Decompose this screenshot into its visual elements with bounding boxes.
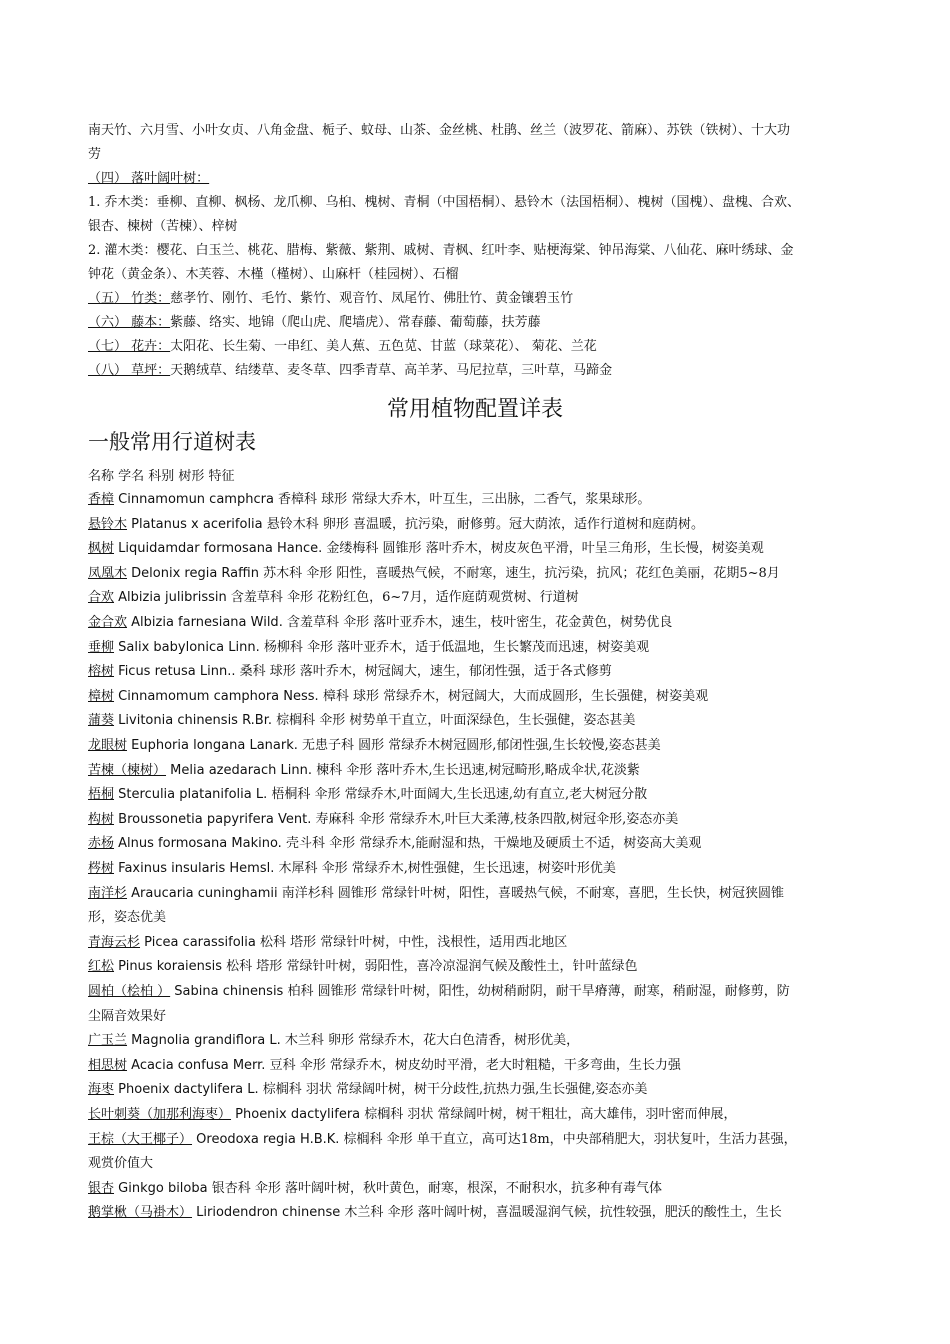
- table-row: [88, 860, 868, 878]
- tree-description: 木犀科 伞形 常绿乔木,树性强健，生长迅速，树姿叶形优美: [274, 861, 616, 876]
- tree-name: 青海云杉: [88, 934, 141, 950]
- tree-name: 香樟: [88, 492, 115, 507]
- table-header: 名称 学名 科别 树形 特征: [88, 469, 235, 484]
- table-row: [88, 1180, 868, 1198]
- tree-name: 合欢: [88, 590, 115, 606]
- tree-name: 王棕（大王椰子）: [88, 1131, 193, 1147]
- tree-description: 悬铃木科 卵形 喜温暖，抗污染，耐修剪。冠大荫浓，适作行道树和庭荫树。: [262, 516, 705, 532]
- table-row: [88, 516, 868, 534]
- section-text: 慈孝竹、刚竹、毛竹、紫竹、观音竹、凤尾竹、佛肚竹、黄金镶碧玉竹: [170, 291, 574, 306]
- tree-latin-name: Phoenix dactylifera L.: [118, 1082, 259, 1098]
- tree-name: 垂柳: [88, 639, 115, 655]
- tree-latin-name: Magnolia grandiflora L.: [131, 1033, 281, 1049]
- intro-line: 南天竹、六月雪、小叶女贞、八角金盘、栀子、蚊母、山茶、金丝桃、杜鹃、丝兰（波罗花、箭麻）、苏铁（铁树）、十大功: [88, 123, 791, 138]
- section-text: 太阳花、长生菊、一串红、美人蕉、五色苋、甘蓝（球菜花）、 菊花、兰花: [170, 339, 597, 354]
- tree-description: 壳斗科 伞形 常绿乔木,能耐湿和热，干燥地及硬质土不适，树姿高大美观: [281, 836, 702, 852]
- tree-description: 木兰科 伞形 落叶阔叶树，喜温暖湿润气候，抗性较强，肥沃的酸性土，生长: [340, 1205, 782, 1221]
- section-text: 紫藤、络实、地锦（爬山虎、爬墙虎）、常春藤、葡萄藤，扶芳藤: [170, 315, 541, 330]
- intro-line: 银杏、楝树（苦楝）、梓树: [88, 219, 238, 234]
- table-row: [88, 688, 868, 706]
- tree-latin-name: Liquidamdar formosana Hance.: [118, 541, 323, 557]
- tree-name: 悬铃木: [88, 516, 128, 532]
- tree-name: 蒲葵: [88, 713, 115, 729]
- tree-description: 棕榈科 羽状 常绿阔叶树，树干分歧性,抗热力强,生长强健,姿态亦美: [258, 1082, 648, 1098]
- tree-name: 苦楝（楝树）: [88, 762, 167, 778]
- table-row: [88, 885, 868, 903]
- tree-description: 金缕梅科 圆锥形 落叶乔木，树皮灰色平滑，叶呈三角形，生长慢，树姿美观: [322, 541, 764, 557]
- table-row: [88, 1081, 868, 1099]
- tree-description: 樟科 球形 常绿乔木，树冠阔大，大而成圆形，生长强健，树姿美观: [318, 688, 709, 704]
- tree-name: 金合欢: [88, 615, 128, 630]
- tree-name: 鹅掌楸（马褂木）: [88, 1205, 193, 1221]
- table-row: [88, 1057, 868, 1075]
- tree-latin-name: Cinnamomun camphcra: [118, 492, 274, 507]
- tree-name: 海枣: [88, 1082, 115, 1098]
- section-label: （六） 藤本：: [88, 315, 171, 330]
- intro-line: 劳: [88, 147, 102, 162]
- table-row: [88, 614, 868, 632]
- tree-name: 梧桐: [88, 787, 115, 803]
- table-row: [88, 983, 868, 1001]
- tree-description: 含羞草科 伞形 花粉红色，6~7月，适作庭荫观赏树、行道树: [226, 590, 579, 606]
- tree-description: 南洋杉科 圆锥形 常绿针叶树，阳性，喜暖热气候，不耐寒，喜肥，生长快，树冠狭圆锥: [277, 885, 784, 901]
- tree-name: 圆柏（桧柏 ）: [88, 984, 171, 999]
- table-row: [88, 712, 868, 730]
- tree-latin-name: Delonix regia Raffin: [131, 565, 259, 581]
- tree-latin-name: Albizia julibrissin: [118, 590, 227, 606]
- tree-latin-name: Acacia confusa Merr.: [131, 1057, 266, 1073]
- tree-latin-name: Platanus x acerifolia: [131, 516, 263, 532]
- table-row: [88, 1204, 868, 1222]
- table-row: [88, 1106, 868, 1124]
- tree-description: 桑科 球形 落叶乔木，树冠阔大，速生，郁闭性强，适于各式修剪: [235, 664, 612, 680]
- tree-description: 香樟科 球形 常绿大乔木，叶互生，三出脉，二香气，浆果球形。: [273, 492, 651, 507]
- table-row: [88, 762, 868, 780]
- tree-latin-name: Oreodoxa regia H.B.K.: [196, 1131, 340, 1147]
- section-line: [88, 314, 868, 332]
- section-text: 天鹅绒草、结缕草、麦冬草、四季青草、高羊茅、马尼拉草，三叶草，马蹄金: [170, 363, 613, 378]
- tree-name: 枫树: [88, 541, 115, 557]
- tree-latin-name: Sterculia platanifolia L.: [118, 787, 268, 803]
- tree-latin-name: Ginkgo biloba: [118, 1180, 208, 1196]
- table-row: [88, 811, 868, 829]
- section-heading: （四） 落叶阔叶树：: [88, 171, 210, 186]
- tree-latin-name: Cinnamomum camphora Ness.: [118, 688, 319, 704]
- table-row: [88, 663, 868, 681]
- tree-name: 龙眼树: [88, 738, 128, 753]
- section-label: （五） 竹类：: [88, 291, 171, 306]
- table-row: [88, 737, 868, 755]
- tree-latin-name: Melia azedarach Linn.: [170, 762, 312, 778]
- tree-description: 木兰科 卵形 常绿乔木，花大白色清香，树形优美，: [280, 1033, 580, 1049]
- table-row: [88, 565, 868, 583]
- table-row: [88, 639, 868, 657]
- tree-description: 银杏科 伞形 落叶阔叶树，秋叶黄色，耐寒，根深，不耐积水，抗多种有毒气体: [207, 1180, 663, 1196]
- tree-name: 广玉兰: [88, 1033, 128, 1049]
- tree-description: 寿麻科 伞形 常绿乔木,叶巨大柔薄,枝条四散,树冠伞形,姿态亦美: [311, 811, 679, 827]
- tree-description-continued: 形，姿态优美: [88, 910, 167, 926]
- tree-name: 相思树: [88, 1057, 128, 1073]
- intro-line: 1. 乔木类：垂柳、直柳、枫杨、龙爪柳、乌桕、槐树、青桐（中国梧桐）、悬铃木（法国梧桐）、槐树（国槐）、盘槐、合欢、: [88, 195, 801, 210]
- section-title: 一般常用行道树表: [88, 430, 256, 454]
- tree-name: 梣树: [88, 861, 115, 876]
- tree-description: 松科 塔形 常绿针叶树，弱阳性，喜冷凉湿润气候及酸性土，针叶蓝绿色: [222, 959, 638, 975]
- table-row: [88, 934, 868, 952]
- table-row: [88, 540, 868, 558]
- tree-name: 樟树: [88, 688, 115, 704]
- tree-description: 豆科 伞形 常绿乔木，树皮幼时平滑，老大时粗糙，干多弯曲，生长力强: [265, 1057, 681, 1073]
- tree-description: 苏木科 伞形 阳性，喜暖热气候，不耐寒，速生，抗污染，抗风；花红色美丽，花期5~8月: [258, 565, 780, 581]
- page-title: 常用植物配置详表: [386, 397, 563, 422]
- tree-latin-name: Liriodendron chinense: [196, 1205, 341, 1221]
- table-row: [88, 491, 868, 509]
- tree-latin-name: Picea carassifolia: [144, 934, 256, 950]
- intro-line: 2. 灌木类：樱花、白玉兰、桃花、腊梅、紫薇、紫荆、戚树、青枫、红叶李、贴梗海棠、钟吊海棠、八仙花、麻叶绣球、金: [88, 243, 794, 258]
- tree-name: 银杏: [88, 1180, 115, 1196]
- tree-latin-name: Alnus formosana Makino.: [118, 836, 282, 852]
- tree-name: 南洋杉: [88, 885, 128, 901]
- tree-latin-name: Euphoria longana Lanark.: [131, 738, 298, 753]
- tree-description: 楝科 伞形 落叶乔木,生长迅速,树冠畸形,略成伞状,花淡紫: [312, 762, 640, 778]
- table-row: [88, 589, 868, 607]
- table-row: [88, 958, 868, 976]
- section-label: （八） 草坪：: [88, 363, 171, 378]
- tree-latin-name: Broussonetia papyrifera Vent.: [118, 811, 312, 827]
- tree-description: 无患子科 圆形 常绿乔木树冠圆形,郁闭性强,生长较慢,姿态甚美: [297, 738, 661, 753]
- tree-description: 棕榈科 羽状 常绿阔叶树，树干粗壮，高大雄伟，羽叶密而伸展，: [360, 1107, 737, 1122]
- tree-description: 棕榈科 伞形 树势单干直立，叶面深绿色，生长强健，姿态甚美: [272, 713, 636, 729]
- tree-latin-name: Salix babylonica Linn.: [118, 639, 260, 655]
- tree-description: 梧桐科 伞形 常绿乔木,叶面阔大,生长迅速,幼有直立,老大树冠分散: [267, 787, 648, 803]
- tree-name: 凤凰木: [88, 565, 128, 581]
- tree-name: 榕树: [88, 664, 115, 680]
- tree-latin-name: Araucaria cuninghamii: [131, 885, 278, 901]
- tree-latin-name: Sabina chinensis: [174, 984, 284, 999]
- tree-description: 含羞草科 伞形 落叶亚乔木，速生，枝叶密生，花金黄色，树势优良: [282, 615, 673, 630]
- tree-name: 红松: [88, 959, 115, 975]
- tree-description: 杨柳科 伞形 落叶亚乔木，适于低温地，生长繁茂而迅速，树姿美观: [259, 639, 650, 655]
- tree-latin-name: Albizia farnesiana Wild.: [131, 615, 283, 630]
- tree-description: 棕榈科 伞形 单干直立，高可达18m，中央部稍肥大，羽状复叶，生活力甚强，: [339, 1131, 797, 1147]
- tree-description: 柏科 圆锥形 常绿针叶树，阳性，幼树稍耐阴，耐干旱瘠薄，耐寒，稍耐湿，耐修剪，防: [283, 984, 790, 999]
- tree-latin-name: Pinus koraiensis: [118, 959, 223, 975]
- table-row: [88, 1131, 868, 1149]
- section-line: [88, 338, 868, 356]
- section-label: （七） 花卉：: [88, 339, 171, 354]
- table-row: [88, 1032, 868, 1050]
- tree-name: 长叶刺葵（加那利海枣）: [88, 1107, 232, 1122]
- tree-description: 松科 塔形 常绿针叶树，中性，浅根性，适用西北地区: [255, 934, 568, 950]
- section-line: [88, 362, 868, 380]
- tree-latin-name: Faxinus insularis Hemsl.: [118, 861, 275, 876]
- tree-latin-name: Phoenix dactylifera: [235, 1107, 361, 1122]
- tree-name: 赤杨: [88, 836, 115, 852]
- tree-name: 构树: [88, 811, 115, 827]
- tree-latin-name: Livitonia chinensis R.Br.: [118, 713, 272, 729]
- tree-latin-name: Ficus retusa Linn..: [118, 664, 236, 680]
- table-row: [88, 835, 868, 853]
- intro-line: 钟花（黄金条）、木芙蓉、木槿（槿树）、山麻杆（桂园树）、石榴: [88, 267, 459, 282]
- tree-description-continued: 尘隔音效果好: [88, 1008, 167, 1024]
- tree-description-continued: 观赏价值大: [88, 1156, 154, 1172]
- section-line: [88, 290, 868, 308]
- table-row: [88, 786, 868, 804]
